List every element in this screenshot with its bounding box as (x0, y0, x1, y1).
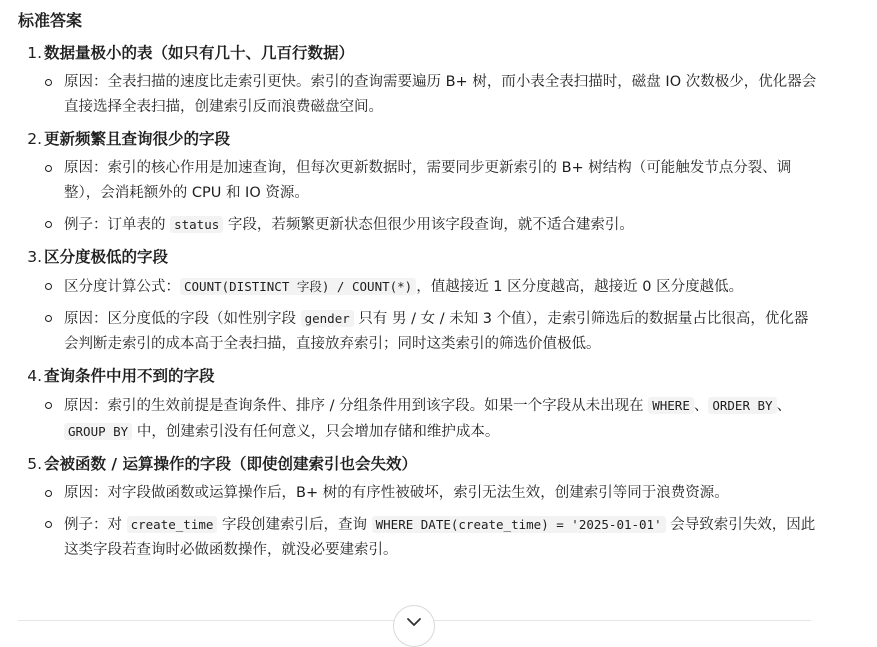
list-item (18, 451, 818, 563)
answer-list (18, 40, 818, 563)
sub-list (18, 393, 818, 445)
answer-document (18, 8, 818, 569)
sub-list (18, 156, 818, 238)
bullet-text: 、 (776, 398, 792, 414)
bullet-text: 原因：索引的核心作用是加速查询，但每次更新数据时，需要同步更新索引的 B+ 树结构（可能触发节点分裂、调整），会消耗额外的 CPU 和 IO 资源。 (64, 160, 792, 201)
bullet-text: 会导致索引失效，因此这类字段若查询时必做函数操作，就没必要建索引。 (64, 517, 816, 558)
item-number: 4. (27, 367, 42, 385)
bullet-item (48, 212, 818, 238)
item-title-text: 会被函数 / 运算操作的字段（即使创建索引也会失效） (44, 455, 417, 473)
item-title (18, 40, 818, 66)
bullet-text: 中，创建索引没有任何意义，只会增加存储和维护成本。 (132, 424, 500, 440)
list-item (18, 40, 818, 120)
inline-code: status (170, 216, 223, 233)
item-title (18, 451, 818, 477)
item-title-text: 更新频繁且查询很少的字段 (44, 130, 231, 148)
bullet-text: 例子：订单表的 (64, 217, 171, 233)
list-item (18, 363, 818, 445)
sub-list (18, 70, 818, 120)
item-title-text: 数据量极小的表（如只有几十、几百行数据） (44, 44, 355, 62)
list-item (18, 244, 818, 357)
bullet-item (48, 156, 818, 206)
bullet-item (48, 512, 818, 563)
bullet-text: 例子：对 (64, 517, 127, 533)
bullet-item (48, 306, 818, 357)
item-number: 1. (27, 44, 42, 62)
item-number: 5. (27, 455, 42, 473)
inline-code: GROUP BY (64, 423, 132, 440)
list-item (18, 126, 818, 238)
bullet-text: 原因：全表扫描的速度比走索引更快。索引的查询需要遍历 B+ 树，而小表全表扫描时，磁盘 IO 次数极少，优化器会直接选择全表扫描，创建索引反而浪费磁盘空间。 (64, 74, 817, 115)
bullet-text: 区分度计算公式： (64, 279, 180, 295)
bullet-item (48, 70, 818, 120)
inline-code: WHERE DATE(create_time) = '2025-01-01' (372, 516, 666, 533)
sub-list (18, 481, 818, 563)
inline-code: create_time (127, 516, 218, 533)
chevron-down-icon (405, 616, 423, 628)
bullet-text: 、 (693, 398, 709, 414)
sub-list (18, 274, 818, 357)
inline-code: WHERE (648, 397, 694, 414)
item-title (18, 126, 818, 152)
bullet-text: 原因：区分度低的字段（如性别字段 (64, 311, 301, 327)
bullet-item (48, 274, 818, 300)
answer-heading: 标准答案 (18, 11, 83, 30)
item-title-text: 区分度极低的字段 (44, 248, 169, 266)
bullet-text: 字段，若频繁更新状态但很少用该字段查询，就不适合建索引。 (223, 217, 634, 233)
bullet-text: 字段创建索引后，查询 (217, 517, 372, 533)
scroll-down-button[interactable] (393, 605, 435, 647)
item-title (18, 244, 818, 270)
inline-code: gender (301, 310, 354, 327)
inline-code: ORDER BY (708, 397, 776, 414)
bullet-item (48, 393, 818, 445)
bullet-item (48, 481, 818, 506)
inline-code: COUNT(DISTINCT 字段) / COUNT(*) (180, 278, 416, 295)
item-number: 2. (27, 130, 42, 148)
item-number: 3. (27, 248, 42, 266)
bullet-text: 原因：索引的生效前提是查询条件、排序 / 分组条件用到该字段。如果一个字段从未出现在 (64, 398, 649, 414)
item-title (18, 363, 818, 389)
bullet-text: 只有 男 / 女 / 未知 3 个值），走索引筛选后的数据量占比很高，优化器会判断走索引的成本高于全表扫描，直接放弃索引；同时这类索引的筛选价值极低。 (64, 311, 809, 352)
bullet-text: ，值越接近 1 区分度越高，越接近 0 区分度越低。 (416, 279, 744, 295)
bullet-text: 原因：对字段做函数或运算操作后，B+ 树的有序性被破坏，索引无法生效，创建索引等同于浪费资源。 (64, 485, 729, 501)
item-title-text: 查询条件中用不到的字段 (44, 367, 215, 385)
